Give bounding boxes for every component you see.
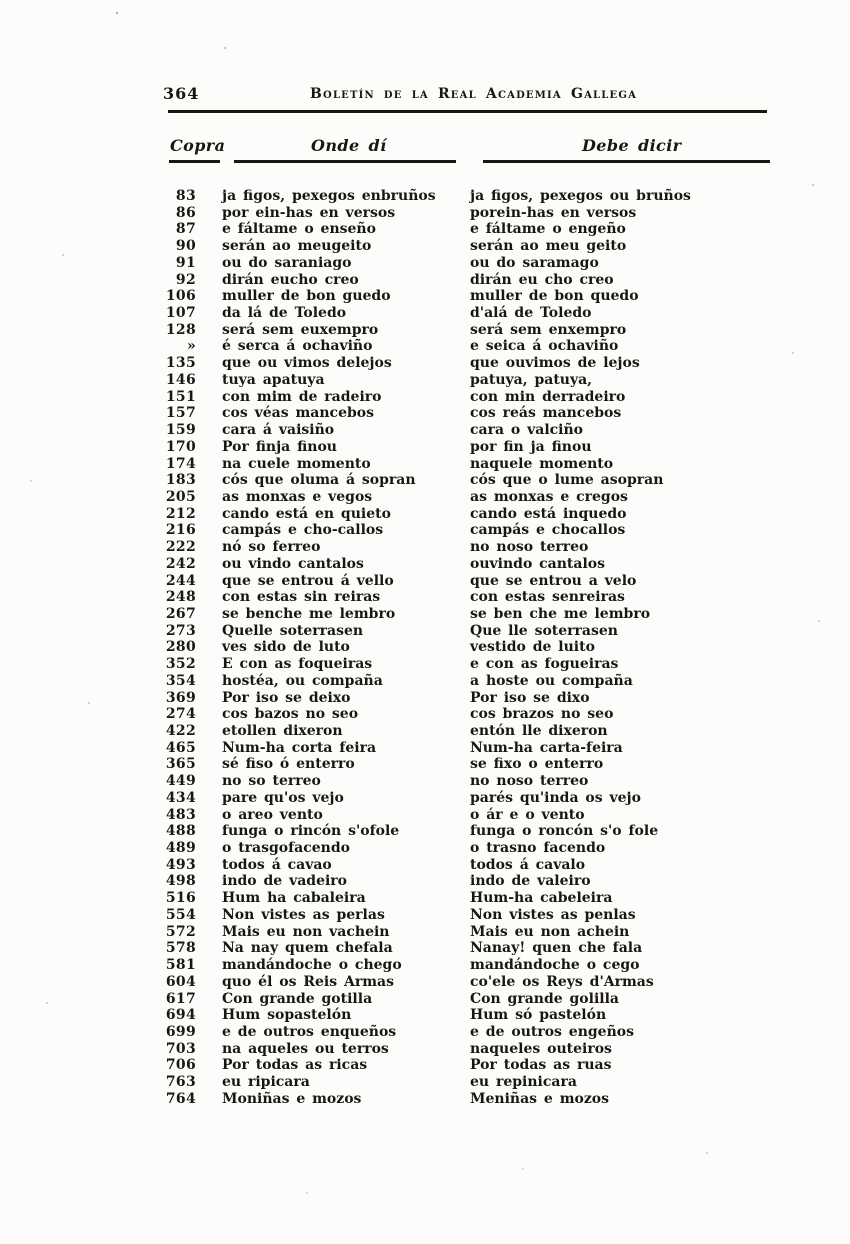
debe-dicir-text: con estas senreiras bbox=[470, 589, 625, 606]
debe-dicir-text: patuya, patuya, bbox=[470, 371, 593, 388]
debe-dicir-text: as monxas e cregos bbox=[470, 488, 628, 505]
copla-number: 488 bbox=[165, 823, 196, 840]
debe-dicir-text: que se entrou a velo bbox=[470, 572, 637, 589]
table-row bbox=[150, 991, 772, 1008]
onde-di-text: cos bazos no seo bbox=[222, 706, 359, 723]
onde-di-text: por ein-has en versos bbox=[222, 204, 396, 221]
onde-di-text: E con as foqueiras bbox=[222, 656, 373, 673]
debe-dicir-text: ja figos, pexegos ou bruños bbox=[470, 188, 691, 204]
onde-di-text: con mim de radeiro bbox=[222, 388, 382, 405]
table-row bbox=[150, 890, 772, 907]
debe-dicir-text: cos reás mancebos bbox=[470, 405, 622, 422]
table-row bbox=[150, 255, 772, 272]
debe-dicir-text: cos brazos no seo bbox=[470, 706, 614, 723]
debe-dicir-text: co'ele os Reys d'Armas bbox=[470, 973, 654, 990]
table-row bbox=[150, 355, 772, 372]
debe-dicir-text: Non vistes as penlas bbox=[470, 906, 636, 923]
onde-di-text: nó so ferreo bbox=[222, 539, 321, 556]
copla-number: 90 bbox=[175, 238, 196, 255]
debe-dicir-text: Nanay! quen che fala bbox=[470, 940, 643, 957]
debe-dicir-text: mandándoche o cego bbox=[470, 957, 640, 974]
onde-di-text: que se entrou á vello bbox=[222, 572, 394, 589]
onde-di-text: etollen dixeron bbox=[222, 723, 343, 739]
table-row bbox=[150, 1007, 772, 1024]
table-row bbox=[150, 974, 772, 991]
onde-di-text: Na nay quem chefala bbox=[222, 940, 393, 957]
copla-number: 764 bbox=[165, 1090, 196, 1107]
copla-number: 581 bbox=[165, 957, 196, 974]
table-row bbox=[150, 857, 772, 874]
copla-number: » bbox=[186, 338, 196, 355]
onde-di-text: pare qu'os vejo bbox=[222, 789, 344, 806]
copla-number: 242 bbox=[165, 555, 196, 572]
table-row bbox=[150, 840, 772, 857]
onde-di-text: Por todas as ricas bbox=[222, 1057, 368, 1074]
onde-di-text: Por finja finou bbox=[222, 438, 337, 455]
onde-di-text: muller de bon guedo bbox=[222, 288, 391, 305]
debe-dicir-text: o ár e o vento bbox=[470, 806, 585, 823]
onde-di-text: Hum ha cabaleira bbox=[222, 890, 366, 907]
debe-dicir-text: se ben che me lembro bbox=[470, 605, 651, 622]
debe-dicir-text: porein-has en versos bbox=[470, 204, 637, 221]
debe-dicir-text: Hum só pastelón bbox=[470, 1007, 607, 1024]
onde-di-text: ja figos, pexegos enbruños bbox=[222, 188, 436, 204]
table-row bbox=[150, 790, 772, 807]
onde-di-text: eu ripicara bbox=[222, 1074, 310, 1091]
copla-number: 135 bbox=[165, 355, 196, 372]
copla-number: 434 bbox=[165, 789, 196, 806]
table-row bbox=[150, 1024, 772, 1041]
debe-dicir-text: indo de valeiro bbox=[470, 873, 591, 890]
debe-dicir-text: Por iso se dixo bbox=[470, 689, 590, 706]
onde-di-text: no so terreo bbox=[222, 773, 321, 790]
table-row bbox=[150, 873, 772, 890]
onde-di-text: mandándoche o chego bbox=[222, 957, 402, 974]
copla-number: 694 bbox=[165, 1007, 196, 1024]
table-row bbox=[150, 205, 772, 222]
onde-di-text: Hum sopastelón bbox=[222, 1007, 352, 1024]
table-row bbox=[150, 606, 772, 623]
onde-di-text: e de outros enqueños bbox=[222, 1023, 397, 1040]
debe-dicir-text: no noso terreo bbox=[470, 773, 589, 790]
onde-di-text: é serca á ochaviño bbox=[222, 338, 373, 355]
copla-number: 369 bbox=[165, 689, 196, 706]
copla-number: 183 bbox=[165, 472, 196, 489]
debe-dicir-text: Hum-ha cabeleira bbox=[470, 890, 613, 907]
copla-number: 107 bbox=[165, 305, 196, 322]
copla-number: 483 bbox=[165, 806, 196, 823]
table-row bbox=[150, 221, 772, 238]
onde-di-text: o trasgofacendo bbox=[222, 840, 350, 857]
column-header-copra: Copra bbox=[170, 136, 226, 155]
debe-dicir-text: campás e chocallos bbox=[470, 522, 626, 539]
copla-number: 352 bbox=[165, 656, 196, 673]
debe-dicir-text: se fixo o enterro bbox=[470, 756, 604, 773]
debe-dicir-text: cara o valciño bbox=[470, 422, 584, 439]
table-row bbox=[150, 506, 772, 523]
copla-number: 578 bbox=[165, 940, 196, 957]
copla-number: 449 bbox=[165, 773, 196, 790]
onde-di-text: que ou vimos delejos bbox=[222, 355, 392, 372]
page-number: 364 bbox=[163, 84, 200, 103]
debe-dicir-text: parés qu'inda os vejo bbox=[470, 789, 641, 806]
table-row bbox=[150, 589, 772, 606]
onde-di-text: dirán eucho creo bbox=[222, 271, 359, 288]
table-row bbox=[150, 673, 772, 690]
onde-di-text: quo él os Reis Armas bbox=[222, 973, 394, 990]
scan-noise bbox=[0, 0, 2, 2]
debe-dicir-text: e de outros engeños bbox=[470, 1023, 634, 1040]
copla-number: 763 bbox=[165, 1074, 196, 1091]
debe-dicir-text: vestido de luito bbox=[470, 639, 595, 656]
onde-di-text: e fáltame o enseño bbox=[222, 221, 376, 238]
copla-number: 489 bbox=[165, 840, 196, 857]
debe-dicir-text: Mais eu non achein bbox=[470, 923, 630, 940]
table-row bbox=[150, 924, 772, 941]
debe-dicir-column-rule bbox=[483, 160, 770, 163]
debe-dicir-text: serán ao meu geito bbox=[470, 238, 627, 255]
onde-di-text: as monxas e vegos bbox=[222, 488, 373, 505]
table-row bbox=[150, 940, 772, 957]
table-row bbox=[150, 238, 772, 255]
table-row bbox=[150, 756, 772, 773]
copla-number: 248 bbox=[165, 589, 196, 606]
debe-dicir-text: que ouvimos de lejos bbox=[470, 355, 640, 372]
copla-number: 498 bbox=[165, 873, 196, 890]
debe-dicir-text: a hoste ou compaña bbox=[470, 672, 633, 689]
copla-number: 222 bbox=[165, 539, 196, 556]
copla-number: 516 bbox=[165, 890, 196, 907]
onde-di-text: sé fiso ó enterro bbox=[222, 756, 355, 773]
table-row bbox=[150, 522, 772, 539]
onde-di-text: Mais eu non vachein bbox=[222, 923, 390, 940]
running-title: Boletín de la Real Academia Gallega bbox=[310, 86, 638, 102]
onde-di-text: na cuele momento bbox=[222, 455, 371, 472]
copla-number: 554 bbox=[165, 906, 196, 923]
copla-number: 83 bbox=[175, 188, 196, 204]
onde-di-text: Non vistes as perlas bbox=[222, 906, 385, 923]
copla-number: 151 bbox=[165, 388, 196, 405]
table-row bbox=[150, 740, 772, 757]
table-row bbox=[150, 422, 772, 439]
onde-di-column-rule bbox=[234, 160, 456, 163]
table-row bbox=[150, 807, 772, 824]
copla-number: 267 bbox=[165, 605, 196, 622]
table-row bbox=[150, 322, 772, 339]
onde-di-text: con estas sin reiras bbox=[222, 589, 381, 606]
debe-dicir-text: d'alá de Toledo bbox=[470, 305, 592, 322]
debe-dicir-text: naqueles outeiros bbox=[470, 1040, 612, 1057]
table-row bbox=[150, 639, 772, 656]
onde-di-text: cos véas mancebos bbox=[222, 405, 374, 422]
onde-di-text: o areo vento bbox=[222, 806, 323, 823]
copla-number: 146 bbox=[165, 371, 196, 388]
debe-dicir-text: naquele momento bbox=[470, 455, 614, 472]
copla-number: 493 bbox=[165, 856, 196, 873]
debe-dicir-text: Num-ha carta-feira bbox=[470, 739, 623, 756]
debe-dicir-text: dirán eu cho creo bbox=[470, 271, 614, 288]
table-row bbox=[150, 389, 772, 406]
onde-di-text: indo de vadeiro bbox=[222, 873, 348, 890]
onde-di-text: Con grande gotilla bbox=[222, 990, 373, 1007]
copla-number: 216 bbox=[165, 522, 196, 539]
copla-number: 159 bbox=[165, 422, 196, 439]
column-header-debe-dicir: Debe dicir bbox=[582, 136, 682, 155]
onde-di-text: cara á vaisiño bbox=[222, 422, 335, 439]
copla-number: 274 bbox=[165, 706, 196, 723]
onde-di-text: Por iso se deixo bbox=[222, 689, 351, 706]
table-row bbox=[150, 690, 772, 707]
table-row bbox=[150, 405, 772, 422]
copla-number: 354 bbox=[165, 672, 196, 689]
copla-number: 365 bbox=[165, 756, 196, 773]
copla-number: 128 bbox=[165, 321, 196, 338]
header-rule bbox=[168, 110, 767, 113]
copla-number: 205 bbox=[165, 488, 196, 505]
table-row bbox=[150, 1091, 772, 1108]
table-row bbox=[150, 472, 772, 489]
column-header-onde-di: Onde dí bbox=[311, 136, 387, 155]
table-row bbox=[150, 288, 772, 305]
debe-dicir-text: por fin ja finou bbox=[470, 438, 592, 455]
debe-dicir-text: será sem enxempro bbox=[470, 321, 627, 338]
onde-di-text: ves sido de luto bbox=[222, 639, 350, 656]
table-row bbox=[150, 539, 772, 556]
debe-dicir-text: e fáltame o engeño bbox=[470, 221, 626, 238]
onde-di-text: na aqueles ou terros bbox=[222, 1040, 389, 1057]
table-row bbox=[150, 957, 772, 974]
onde-di-text: hostéa, ou compaña bbox=[222, 672, 383, 689]
debe-dicir-text: Por todas as ruas bbox=[470, 1057, 612, 1074]
debe-dicir-text: entón lle dixeron bbox=[470, 723, 608, 739]
debe-dicir-text: ou do saramago bbox=[470, 254, 599, 271]
table-row bbox=[150, 723, 772, 740]
table-row bbox=[150, 305, 772, 322]
onde-di-text: se benche me lembro bbox=[222, 605, 396, 622]
copla-number: 157 bbox=[165, 405, 196, 422]
copla-number: 706 bbox=[165, 1057, 196, 1074]
copla-number: 465 bbox=[165, 739, 196, 756]
copla-number: 91 bbox=[175, 254, 196, 271]
debe-dicir-text: Meniñas e mozos bbox=[470, 1090, 610, 1107]
table-row bbox=[150, 456, 772, 473]
onde-di-text: cós que oluma á sopran bbox=[222, 472, 416, 489]
debe-dicir-text: todos á cavalo bbox=[470, 856, 586, 873]
table-row bbox=[150, 489, 772, 506]
copla-number: 174 bbox=[165, 455, 196, 472]
copla-number: 86 bbox=[175, 204, 196, 221]
onde-di-text: cando está en quieto bbox=[222, 505, 391, 522]
debe-dicir-text: ouvindo cantalos bbox=[470, 555, 605, 572]
onde-di-text: da lá de Toledo bbox=[222, 305, 347, 322]
debe-dicir-text: muller de bon quedo bbox=[470, 288, 639, 305]
debe-dicir-text: Con grande golilla bbox=[470, 990, 619, 1007]
onde-di-text: Num-ha corta feira bbox=[222, 739, 377, 756]
copla-number: 170 bbox=[165, 438, 196, 455]
table-row bbox=[150, 338, 772, 355]
debe-dicir-text: eu repinicara bbox=[470, 1074, 577, 1091]
copla-number: 604 bbox=[165, 973, 196, 990]
debe-dicir-text: con min derradeiro bbox=[470, 388, 626, 405]
debe-dicir-text: Que lle soterrasen bbox=[470, 622, 618, 639]
copla-number: 617 bbox=[165, 990, 196, 1007]
copla-number: 212 bbox=[165, 505, 196, 522]
onde-di-text: todos á cavao bbox=[222, 856, 332, 873]
table-row bbox=[150, 573, 772, 590]
copra-column-rule bbox=[169, 160, 220, 163]
table-row bbox=[150, 1041, 772, 1058]
table-row bbox=[150, 823, 772, 840]
copla-number: 703 bbox=[165, 1040, 196, 1057]
table-row bbox=[150, 1074, 772, 1091]
debe-dicir-text: o trasno facendo bbox=[470, 840, 606, 857]
table-row bbox=[150, 706, 772, 723]
onde-di-text: ou vindo cantalos bbox=[222, 555, 364, 572]
table-row bbox=[150, 188, 772, 205]
onde-di-text: funga o rincón s'ofole bbox=[222, 823, 400, 840]
table-row bbox=[150, 372, 772, 389]
onde-di-text: Moniñas e mozos bbox=[222, 1090, 362, 1107]
table-row bbox=[150, 773, 772, 790]
onde-di-text: tuya apatuya bbox=[222, 371, 325, 388]
table-row bbox=[150, 623, 772, 640]
copla-number: 87 bbox=[175, 221, 196, 238]
debe-dicir-text: e seica á ochaviño bbox=[470, 338, 619, 355]
copla-number: 280 bbox=[165, 639, 196, 656]
copla-number: 422 bbox=[165, 723, 196, 739]
copla-number: 106 bbox=[165, 288, 196, 305]
debe-dicir-text: cós que o lume asopran bbox=[470, 472, 664, 489]
onde-di-text: campás e cho-callos bbox=[222, 522, 384, 539]
copla-number: 92 bbox=[175, 271, 196, 288]
debe-dicir-text: e con as fogueiras bbox=[470, 656, 619, 673]
table-row bbox=[150, 907, 772, 924]
table-row bbox=[150, 1057, 772, 1074]
debe-dicir-text: funga o roncón s'o fole bbox=[470, 823, 659, 840]
table-row bbox=[150, 439, 772, 456]
copla-number: 273 bbox=[165, 622, 196, 639]
copla-number: 699 bbox=[165, 1023, 196, 1040]
onde-di-text: Quelle soterrasen bbox=[222, 622, 364, 639]
onde-di-text: será sem euxempro bbox=[222, 321, 379, 338]
copla-number: 244 bbox=[165, 572, 196, 589]
table-row bbox=[150, 272, 772, 289]
onde-di-text: ou do saraniago bbox=[222, 254, 352, 271]
copla-number: 572 bbox=[165, 923, 196, 940]
debe-dicir-text: cando está inquedo bbox=[470, 505, 627, 522]
table-row bbox=[150, 656, 772, 673]
table-row bbox=[150, 556, 772, 573]
debe-dicir-text: no noso terreo bbox=[470, 539, 589, 556]
onde-di-text: serán ao meugeito bbox=[222, 238, 372, 255]
errata-table bbox=[150, 188, 772, 1108]
